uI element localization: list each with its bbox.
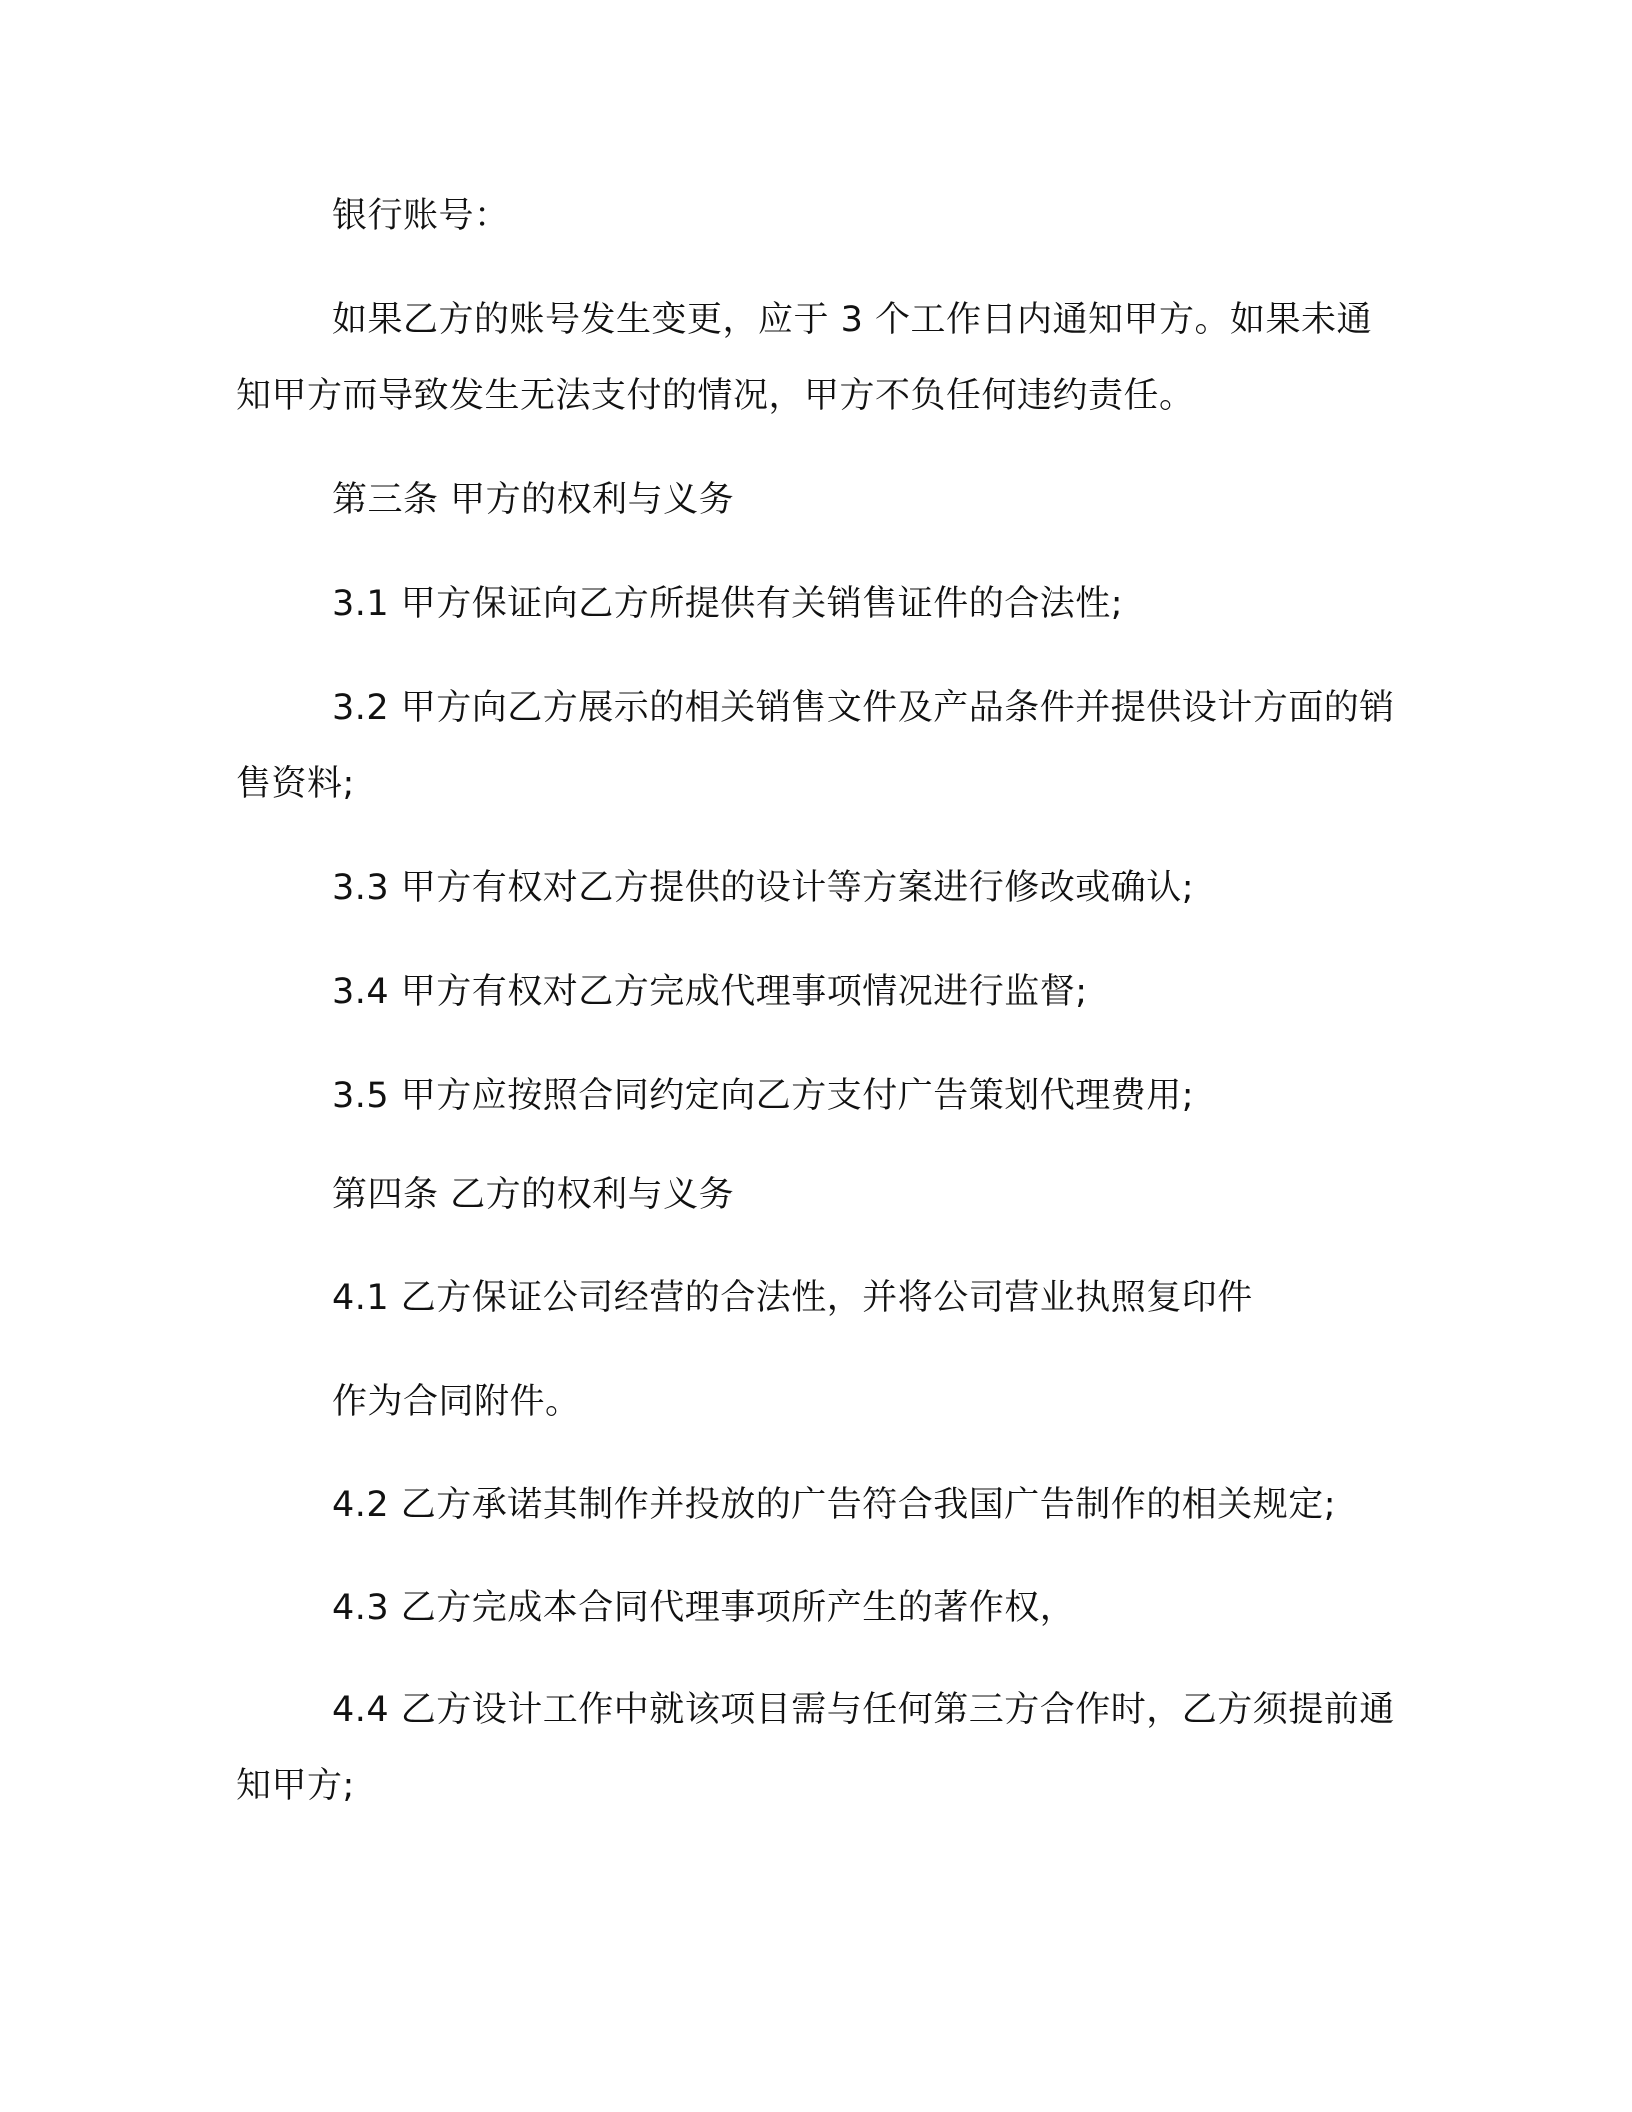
clause-4-3: 4.3 乙方完成本合同代理事项所产生的著作权， — [332, 1588, 1076, 1628]
clause-3-1: 3.1 甲方保证向乙方所提供有关销售证件的合法性; — [332, 584, 1124, 624]
heading-article-3: 第三条 甲方的权利与义务 — [332, 480, 735, 520]
clause-4-1: 4.1 乙方保证公司经营的合法性，并将公司营业执照复印件 — [332, 1278, 1253, 1318]
clause-4-4: 4.4 乙方设计工作中就该项目需与任何第三方合作时，乙方须提前通知甲方; — [236, 1690, 1395, 1806]
heading-article-4: 第四条 乙方的权利与义务 — [332, 1175, 735, 1215]
clause-3-3: 3.3 甲方有权对乙方提供的设计等方案进行修改或确认; — [332, 868, 1195, 908]
clause-3-2: 3.2 甲方向乙方展示的相关销售文件及产品条件并提供设计方面的销售资料; — [236, 688, 1395, 804]
clause-4-2: 4.2 乙方承诺其制作并投放的广告符合我国广告制作的相关规定; — [332, 1485, 1337, 1525]
clause-3-4: 3.4 甲方有权对乙方完成代理事项情况进行监督; — [332, 972, 1088, 1012]
paragraph-bank-account: 银行账号： — [332, 196, 510, 236]
clause-4-1-continued: 作为合同附件。 — [332, 1382, 581, 1422]
clause-3-5: 3.5 甲方应按照合同约定向乙方支付广告策划代理费用; — [332, 1076, 1195, 1116]
paragraph-account-change: 如果乙方的账号发生变更，应于 3 个工作日内通知甲方。如果未通知甲方而导致发生无法支付的情况，甲方不负任何违约责任。 — [236, 300, 1373, 416]
